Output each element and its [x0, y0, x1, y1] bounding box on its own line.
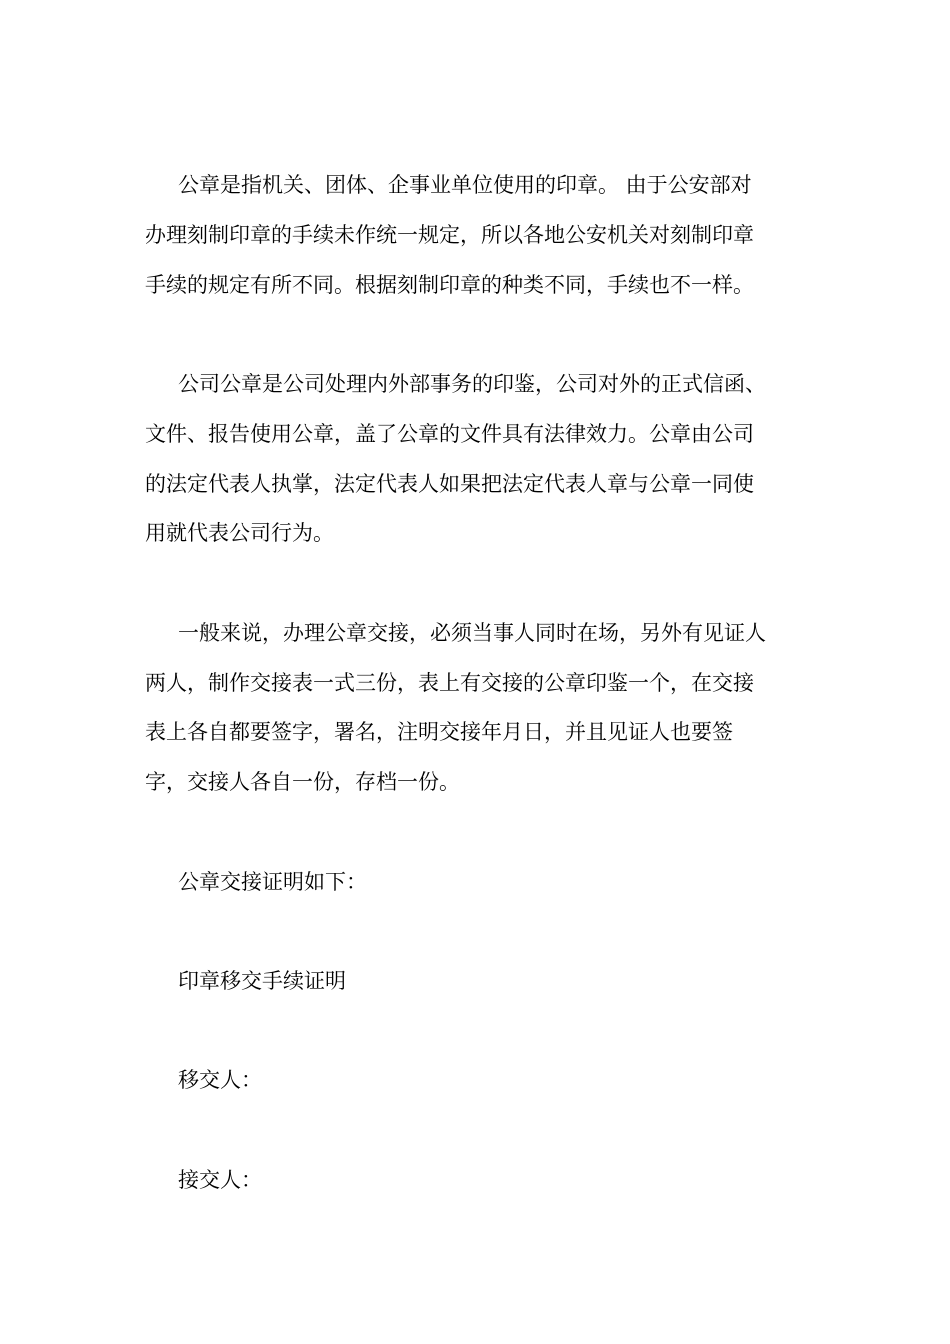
paragraph-2-line-2: 文件、报告使用公章，盖了公章的文件具有法律效力。公章由公司	[145, 422, 754, 446]
receiver-label: 接交人：	[178, 1168, 262, 1192]
handover-intro: 公章交接证明如下：	[178, 870, 367, 894]
paragraph-3-line-1: 一般来说，办理公章交接，必须当事人同时在场，另外有见证人	[178, 621, 766, 645]
paragraph-2-line-3: 的法定代表人执掌，法定代表人如果把法定代表人章与公章一同使	[145, 472, 754, 496]
paragraph-2-line-1: 公司公章是公司处理内外部事务的印鉴，公司对外的正式信函、	[178, 372, 766, 396]
paragraph-1-line-3: 手续的规定有所不同。根据刻制印章的种类不同，手续也不一样。	[145, 273, 754, 297]
paragraph-3-line-3: 表上各自都要签字，署名，注明交接年月日，并且见证人也要签	[145, 720, 733, 744]
paragraph-1-line-1: 公章是指机关、团体、企事业单位使用的印章。 由于公安部对	[178, 173, 752, 197]
paragraph-3-line-4: 字，交接人各自一份，存档一份。	[145, 770, 460, 794]
certificate-title: 印章移交手续证明	[178, 969, 346, 993]
transferor-label: 移交人：	[178, 1068, 262, 1092]
paragraph-1-line-2: 办理刻制印章的手续未作统一规定，所以各地公安机关对刻制印章	[145, 223, 754, 247]
paragraph-2-line-4: 用就代表公司行为。	[145, 521, 334, 545]
paragraph-3-line-2: 两人，制作交接表一式三份，表上有交接的公章印鉴一个，在交接	[145, 671, 754, 695]
